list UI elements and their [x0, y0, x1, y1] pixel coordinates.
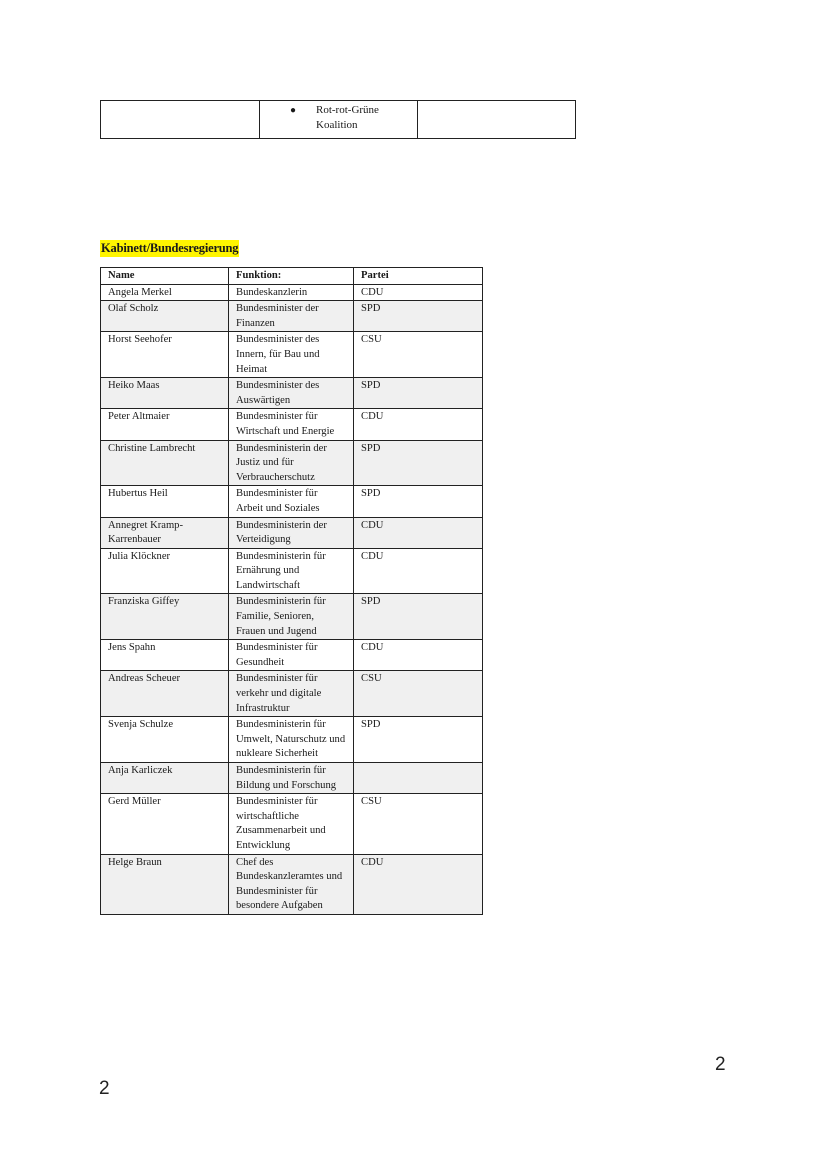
cell-name: Christine Lambrecht — [101, 440, 229, 486]
cell-function: Bundesministerin für Familie, Senioren, Frauen und Jugend — [229, 594, 354, 640]
table-row — [101, 517, 483, 548]
cell-name: Peter Altmaier — [101, 409, 229, 440]
cell-party: SPD — [354, 594, 483, 640]
header-party: Partei — [354, 268, 483, 285]
cell-function: Bundesministerin für Bildung und Forschung — [229, 763, 354, 794]
table-row — [101, 640, 483, 671]
table-row — [101, 409, 483, 440]
continued-cell-1 — [101, 101, 260, 139]
cell-party — [354, 763, 483, 794]
cabinet-header-row — [101, 268, 483, 285]
cell-party: CDU — [354, 854, 483, 914]
cell-name: Olaf Scholz — [101, 301, 229, 332]
bullet-list-item — [260, 101, 417, 133]
cell-party: CSU — [354, 671, 483, 717]
table-row — [101, 486, 483, 517]
cell-name: Jens Spahn — [101, 640, 229, 671]
cell-function: Bundesminister der Finanzen — [229, 301, 354, 332]
cell-party: SPD — [354, 717, 483, 763]
cell-name: Hubertus Heil — [101, 486, 229, 517]
continued-cell-2 — [260, 101, 418, 139]
cell-party: CDU — [354, 548, 483, 594]
page-number-left: 2 — [99, 1078, 110, 1099]
cell-party: SPD — [354, 301, 483, 332]
cell-function: Bundesminister des Auswärtigen — [229, 378, 354, 409]
continued-cell-3 — [418, 101, 576, 139]
cell-name: Annegret Kramp-Karrenbauer — [101, 517, 229, 548]
cell-function: Bundesminister für Arbeit und Soziales — [229, 486, 354, 517]
cell-function: Bundesministerin für Umwelt, Naturschutz und nukleare Sicherheit — [229, 717, 354, 763]
header-function: Funktion: — [229, 268, 354, 285]
cell-function: Bundesminister für Wirtschaft und Energie — [229, 409, 354, 440]
cell-party: SPD — [354, 440, 483, 486]
cell-function: Bundesminister für Gesundheit — [229, 640, 354, 671]
cell-party: CDU — [354, 284, 483, 301]
cell-party: CDU — [354, 640, 483, 671]
cell-party: SPD — [354, 378, 483, 409]
cell-function: Bundesministerin der Verteidigung — [229, 517, 354, 548]
cell-name: Gerd Müller — [101, 794, 229, 854]
cell-name: Julia Klöckner — [101, 548, 229, 594]
cell-function: Chef des Bundeskanzleramtes und Bundesminister für besondere Aufgaben — [229, 854, 354, 914]
continued-table-row — [101, 101, 576, 139]
table-row — [101, 440, 483, 486]
table-row — [101, 378, 483, 409]
table-row — [101, 548, 483, 594]
cell-name: Helge Braun — [101, 854, 229, 914]
table-row — [101, 717, 483, 763]
cabinet-table — [100, 267, 483, 915]
cell-function: Bundesminister für wirtschaftliche Zusammenarbeit und Entwicklung — [229, 794, 354, 854]
cell-party: CSU — [354, 332, 483, 378]
cell-function: Bundesministerin für Ernährung und Landwirtschaft — [229, 548, 354, 594]
cell-function: Bundesministerin der Justiz und für Verbraucherschutz — [229, 440, 354, 486]
continued-table — [100, 100, 576, 139]
section-title: Kabinett/Bundesregierung — [101, 241, 239, 255]
cell-name: Horst Seehofer — [101, 332, 229, 378]
cell-name: Angela Merkel — [101, 284, 229, 301]
cell-function: Bundesminister des Innern, für Bau und Heimat — [229, 332, 354, 378]
table-row — [101, 763, 483, 794]
cell-name: Heiko Maas — [101, 378, 229, 409]
cell-function: Bundesminister für verkehr und digitale Infrastruktur — [229, 671, 354, 717]
bullet-icon: ● — [290, 105, 297, 116]
cell-name: Franziska Giffey — [101, 594, 229, 640]
table-row — [101, 301, 483, 332]
cell-name: Svenja Schulze — [101, 717, 229, 763]
cell-party: CDU — [354, 517, 483, 548]
table-row — [101, 671, 483, 717]
cell-name: Andreas Scheuer — [101, 671, 229, 717]
table-row — [101, 794, 483, 854]
bullet-item-text: Rot-rot-Grüne Koalition — [316, 104, 379, 131]
cell-name: Anja Karliczek — [101, 763, 229, 794]
header-name: Name — [101, 268, 229, 285]
table-row — [101, 854, 483, 914]
table-row — [101, 332, 483, 378]
table-row — [101, 284, 483, 301]
table-row — [101, 594, 483, 640]
page-number-right: 2 — [715, 1054, 726, 1075]
cell-function: Bundeskanzlerin — [229, 284, 354, 301]
cell-party: CSU — [354, 794, 483, 854]
cell-party: SPD — [354, 486, 483, 517]
cell-party: CDU — [354, 409, 483, 440]
